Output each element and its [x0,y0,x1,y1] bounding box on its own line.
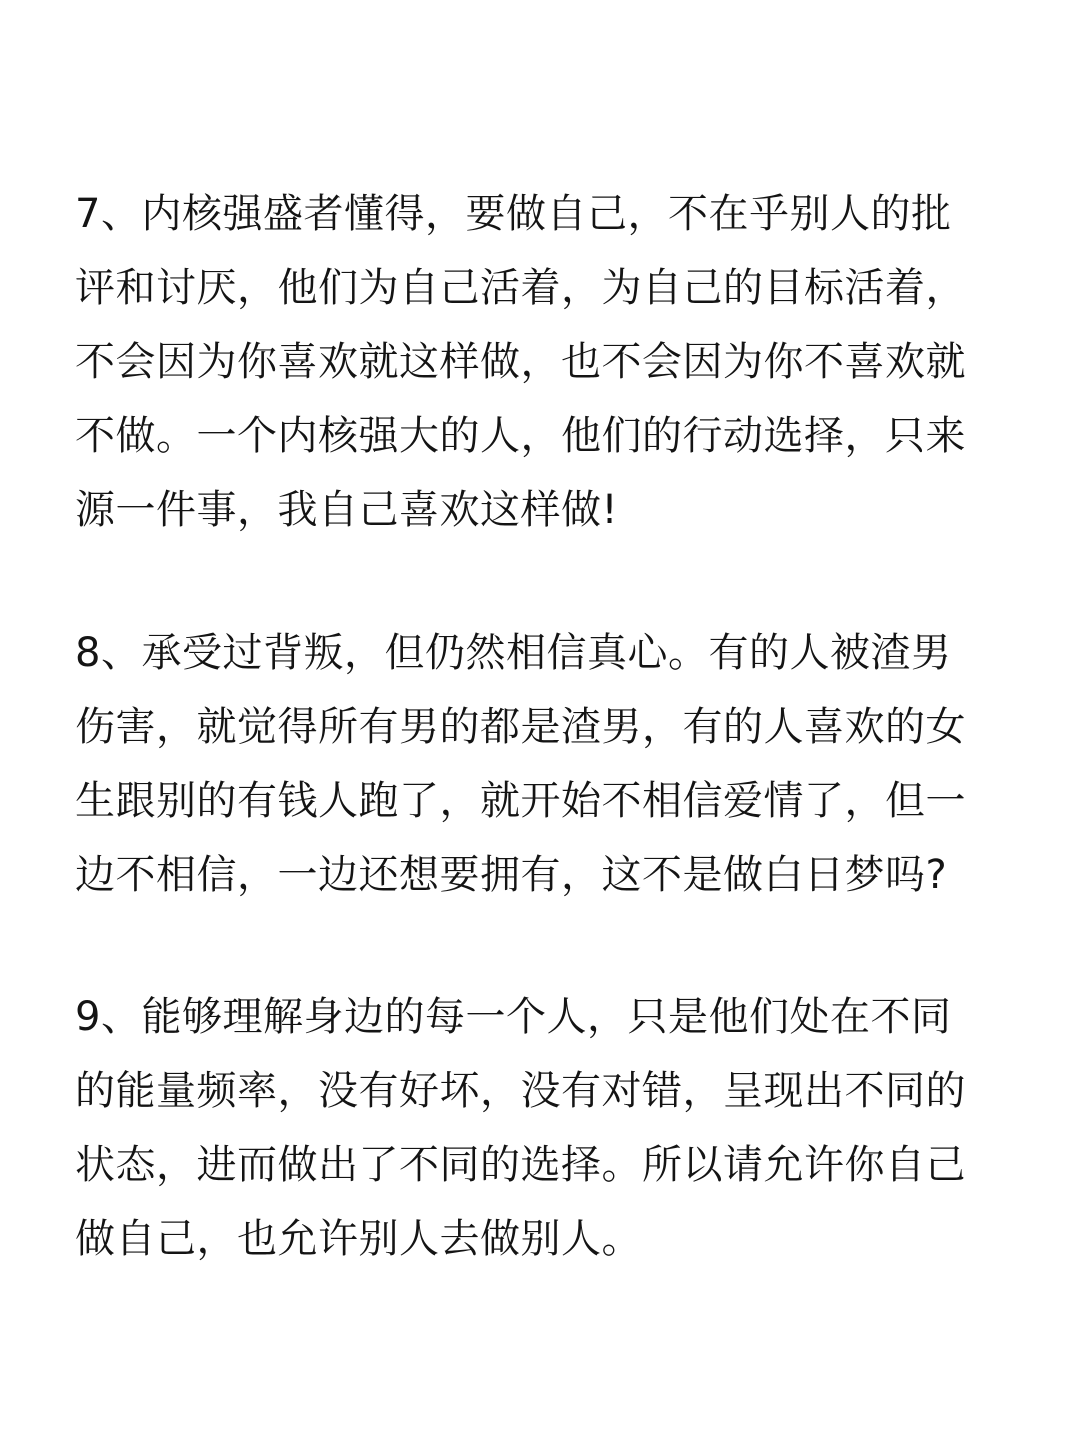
text-line: 9、能够理解身边的每一个人，只是他们处在不同 [75,994,952,1040]
text-line: 状态，进而做出了不同的选择。所以请允许你自己 [75,1142,966,1188]
text-line: 源一件事，我自己喜欢这样做! [75,487,619,533]
text-line: 边不相信，一边还想要拥有，这不是做白日梦吗? [75,852,948,898]
text-line: 不做。一个内核强大的人，他们的行动选择，只来 [75,413,966,459]
text-line: 做自己，也允许别人去做别人。 [75,1216,642,1262]
paragraph-9 [75,980,1005,1276]
text-line: 7、内核强盛者懂得，要做自己，不在乎别人的批 [75,191,952,237]
text-line: 评和讨厌，他们为自己活着，为自己的目标活着， [75,265,966,311]
text-line: 伤害，就觉得所有男的都是渣男，有的人喜欢的女 [75,704,966,750]
paragraph-7 [75,177,1005,547]
text-line: 生跟别的有钱人跑了，就开始不相信爱情了，但一 [75,778,966,824]
text-line: 的能量频率，没有好坏，没有对错，呈现出不同的 [75,1068,966,1114]
text-line: 不会因为你喜欢就这样做，也不会因为你不喜欢就 [75,339,966,385]
text-line: 8、承受过背叛，但仍然相信真心。有的人被渣男 [75,630,952,676]
paragraph-8 [75,616,1005,912]
